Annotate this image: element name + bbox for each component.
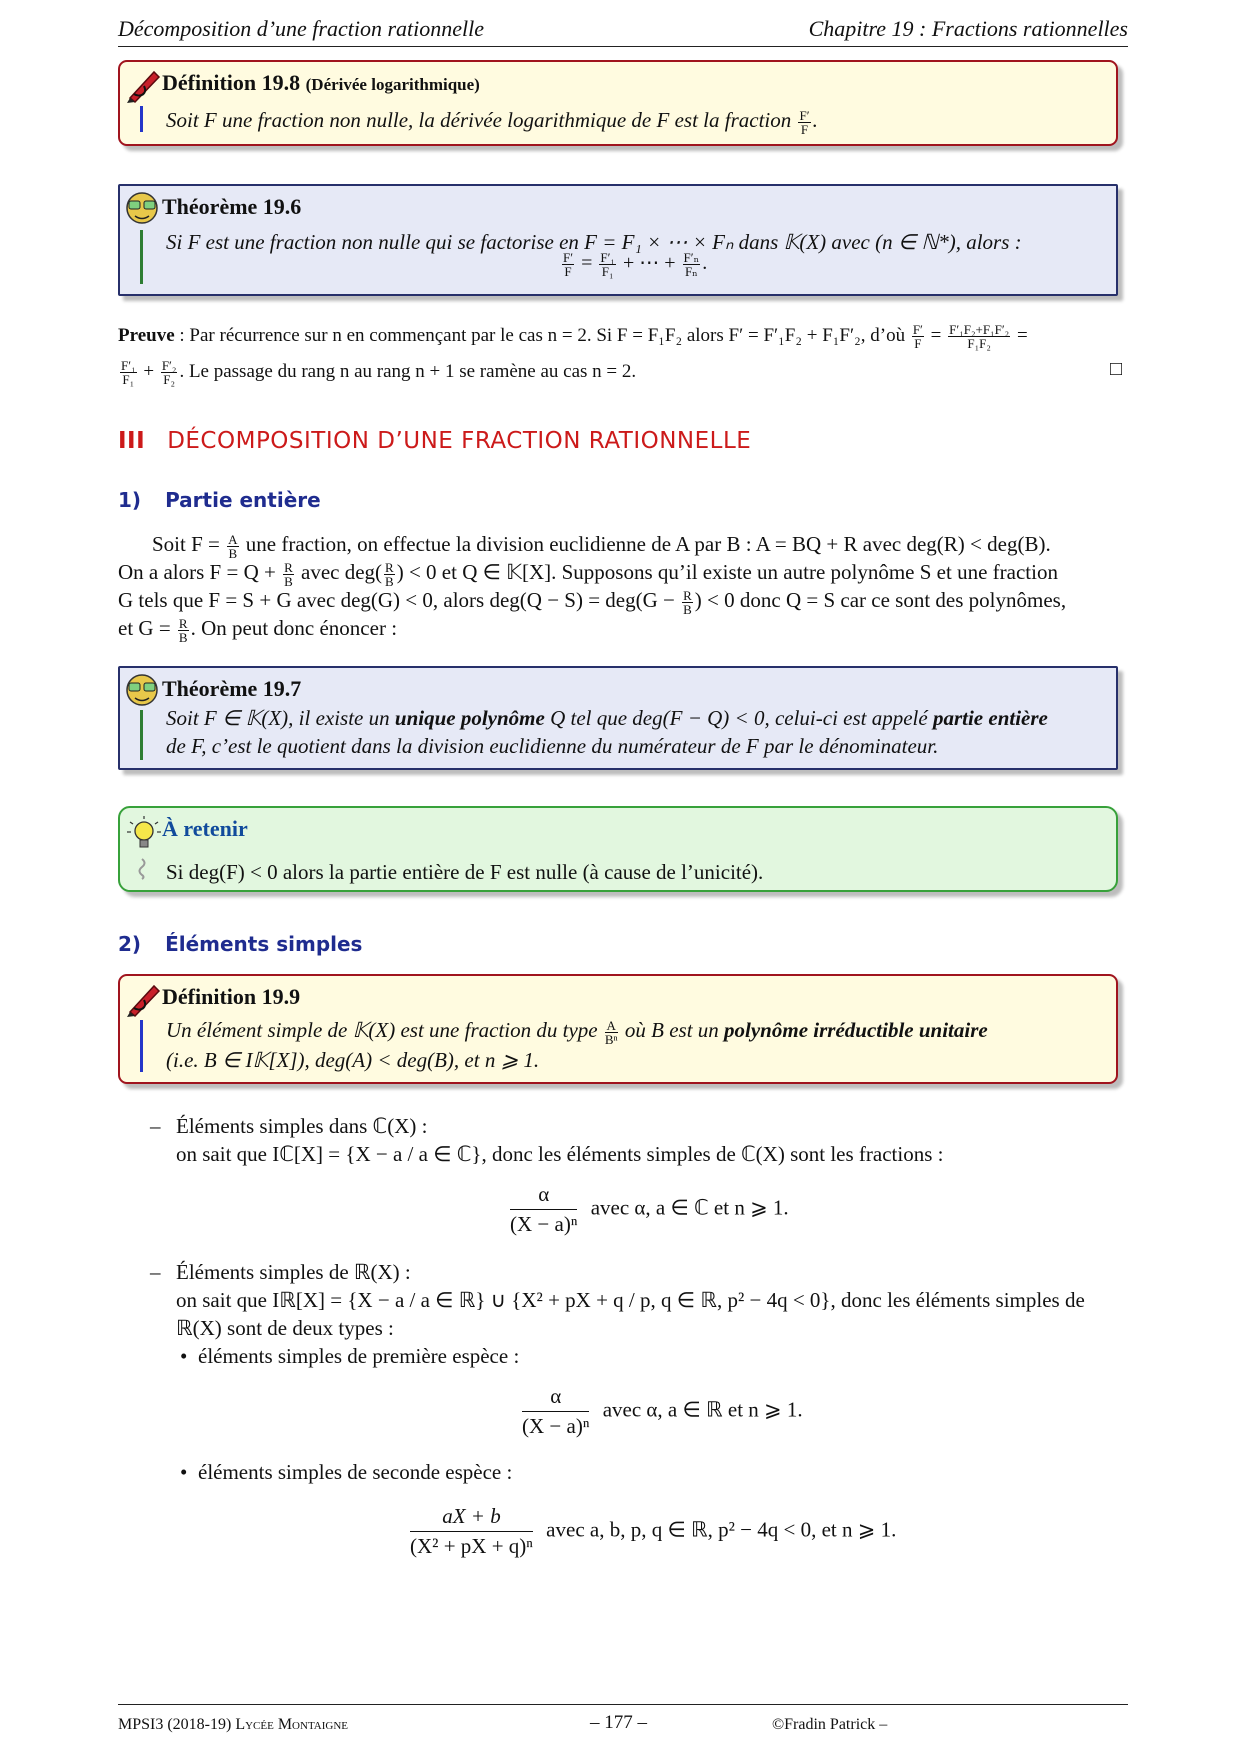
definition-text: Soit F une fraction non nulle, la dérivée logarithmique de F est la fraction: [166, 108, 792, 132]
pencil-icon: [124, 64, 162, 108]
paragraph-partie-entiere: Soit F = $\frac{A}{B}$ une fraction, on effectue la division euclidienne de A par B : A = BQ + R avec deg(R) < deg(B). On a alors F = Q + $\frac{R}{B}$ avec deg( $\frac{R}{B}$ ) < 0 et Q ∈ 𝕂[X]. Supposons qu’il existe un autre polynôme S et une fraction G tels que F = S + G avec deg(G) < 0, alors deg(Q − S) = deg(G − $\frac{R}{B}$ ) < 0 donc Q = S car ce sont des polynômes, et G = $\frac{R}{B}$ . On peut donc énoncer :: [118, 531, 1067, 645]
footer-rule: [118, 1704, 1128, 1705]
definition-19-9-box: [118, 974, 1118, 1084]
list-item-real-line2: ℝ(X) sont de deux types :: [176, 1316, 394, 1340]
subsection-partie-entiere: 1) Partie entière: [118, 488, 321, 512]
list-item-complex-line: on sait que Iℂ[X] = {X − a / a ∈ ℂ}, donc les éléments simples de ℂ(X) sont les fractions :: [176, 1142, 944, 1166]
squiggle-icon: [136, 858, 148, 884]
definition-text: Un élément simple de 𝕂(X) est une fraction du type $\frac{A}{\text{Bⁿ}}$ où B est un polynôme irréductible unitaire (i.e. B ∈ I𝕂[X]), deg(A) < deg(B), et n ⩾ 1.: [166, 1017, 988, 1072]
theorem-bar: [140, 230, 143, 284]
definition-title: Définition 19.8: [162, 70, 301, 95]
theorem-text: Soit F ∈ 𝕂(X), il existe un unique polynôme Q tel que deg(F − Q) < 0, celui-ci est appelé partie entière de F, c’est le quotient dans la division euclidienne du numérateur de F par le dénominateur.: [166, 706, 1048, 758]
footer-left: MPSI3 (2018-19) Lycée Montaigne: [118, 1716, 348, 1733]
formula-complex: $\frac{\alpha}{\text{(X − a)ⁿ}}$ avec α, a ∈ ℂ et n ⩾ 1.: [510, 1182, 789, 1236]
definition-title: Définition 19.9: [162, 984, 301, 1009]
lightbulb-icon: [124, 814, 164, 858]
proof-line1: Preuve : Par récurrence sur n en commençant par le cas n = 2. Si F = F₁F₂ alors F′ = F′₁F₂ + F₁F′₂, d’où $\frac{F'}{F}$ = $\frac{\text{F′₁F₂+F₁F′₂}}{\text{F₁F₂}}$ =: [118, 322, 1028, 352]
definition-bar: [140, 106, 143, 132]
theorem-19-7-box: [118, 666, 1118, 770]
formula-second-kind: $\frac{aX + b}{\text{(X² + pX + q)ⁿ}}$ avec a, b, p, q ∈ ℝ, p² − 4q < 0, et n ⩾ 1.: [410, 1504, 897, 1558]
bullet-first-kind: •: [180, 1344, 188, 1368]
qed-symbol: □: [1110, 358, 1123, 380]
professor-face-icon: [124, 190, 160, 232]
list-item-real: –: [150, 1260, 161, 1284]
theorem-line1: Si F est une fraction non nulle qui se factorise en F = F₁ × ⋯ × Fₙ dans 𝕂(X) avec (n ∈ ℕ*), alors :: [166, 230, 1022, 254]
theorem-formula: $\frac{F'}{F}$ = $\frac{\text{F′₁}}{\text{F₁}}$ + ⋯ + $\frac{\text{F′ₙ}}{\text{Fₙ}}$ .: [563, 249, 708, 279]
proof-line2: $\frac{\text{F′₁}}{\text{F₁}}$ + $\frac{\text{F′₂}}{\text{F₂}}$ . Le passage du rang n au rang n + 1 se ramène au cas n = 2.: [121, 358, 637, 388]
theorem-bar: [140, 710, 143, 760]
header-left: Décomposition d’une fraction rationnelle: [118, 16, 484, 41]
first-kind-title: éléments simples de première espèce :: [198, 1344, 520, 1368]
theorem-title: Théorème 19.7: [162, 676, 302, 701]
list-item-real-title: Éléments simples de ℝ(X) :: [176, 1260, 411, 1284]
formula-first-kind: $\frac{\alpha}{\text{(X − a)ⁿ}}$ avec α, a ∈ ℝ et n ⩾ 1.: [522, 1384, 803, 1438]
list-item-complex: –: [150, 1114, 161, 1138]
theorem-title: Théorème 19.6: [162, 194, 302, 219]
footer-right: ©Fradin Patrick –: [772, 1716, 888, 1733]
page-number: – 177 –: [590, 1712, 647, 1733]
retenir-text: Si deg(F) < 0 alors la partie entière de F est nulle (à cause de l’unicité).: [166, 860, 764, 884]
proof-label: Preuve: [118, 325, 175, 346]
header-right: Chapitre 19 : Fractions rationnelles: [808, 16, 1128, 41]
pencil-icon: [124, 978, 162, 1022]
second-kind-title: éléments simples de seconde espèce :: [198, 1460, 513, 1484]
bullet-second-kind: •: [180, 1460, 188, 1484]
theorem-19-6-box: [118, 184, 1118, 296]
retenir-box: [118, 806, 1118, 892]
list-item-real-line1: on sait que Iℝ[X] = {X − a / a ∈ ℝ} ∪ {X² + pX + q / p, q ∈ ℝ, p² − 4q < 0}, donc les éléments simples de: [176, 1288, 1085, 1312]
list-item-complex-title: Éléments simples dans ℂ(X) :: [176, 1114, 428, 1138]
fraction-fprime-f: $\frac{F'}{F}$: [799, 107, 810, 137]
subsection-elements-simples: 2) Éléments simples: [118, 932, 363, 956]
definition-subtitle: (Dérivée logarithmique): [305, 75, 480, 94]
retenir-title: À retenir: [162, 816, 248, 841]
header-rule: [118, 46, 1128, 47]
definition-19-8-box: Définition 19.8 (Dérivée logarithmique) Soit F une fraction non nulle, la dérivée logarithmique de F est la fraction $\frac{F'}{F}$ .: [118, 60, 1118, 146]
professor-face-icon: [124, 672, 160, 714]
definition-bar: [140, 1020, 143, 1072]
section-heading: III DÉCOMPOSITION D’UNE FRACTION RATIONNELLE: [118, 428, 752, 454]
